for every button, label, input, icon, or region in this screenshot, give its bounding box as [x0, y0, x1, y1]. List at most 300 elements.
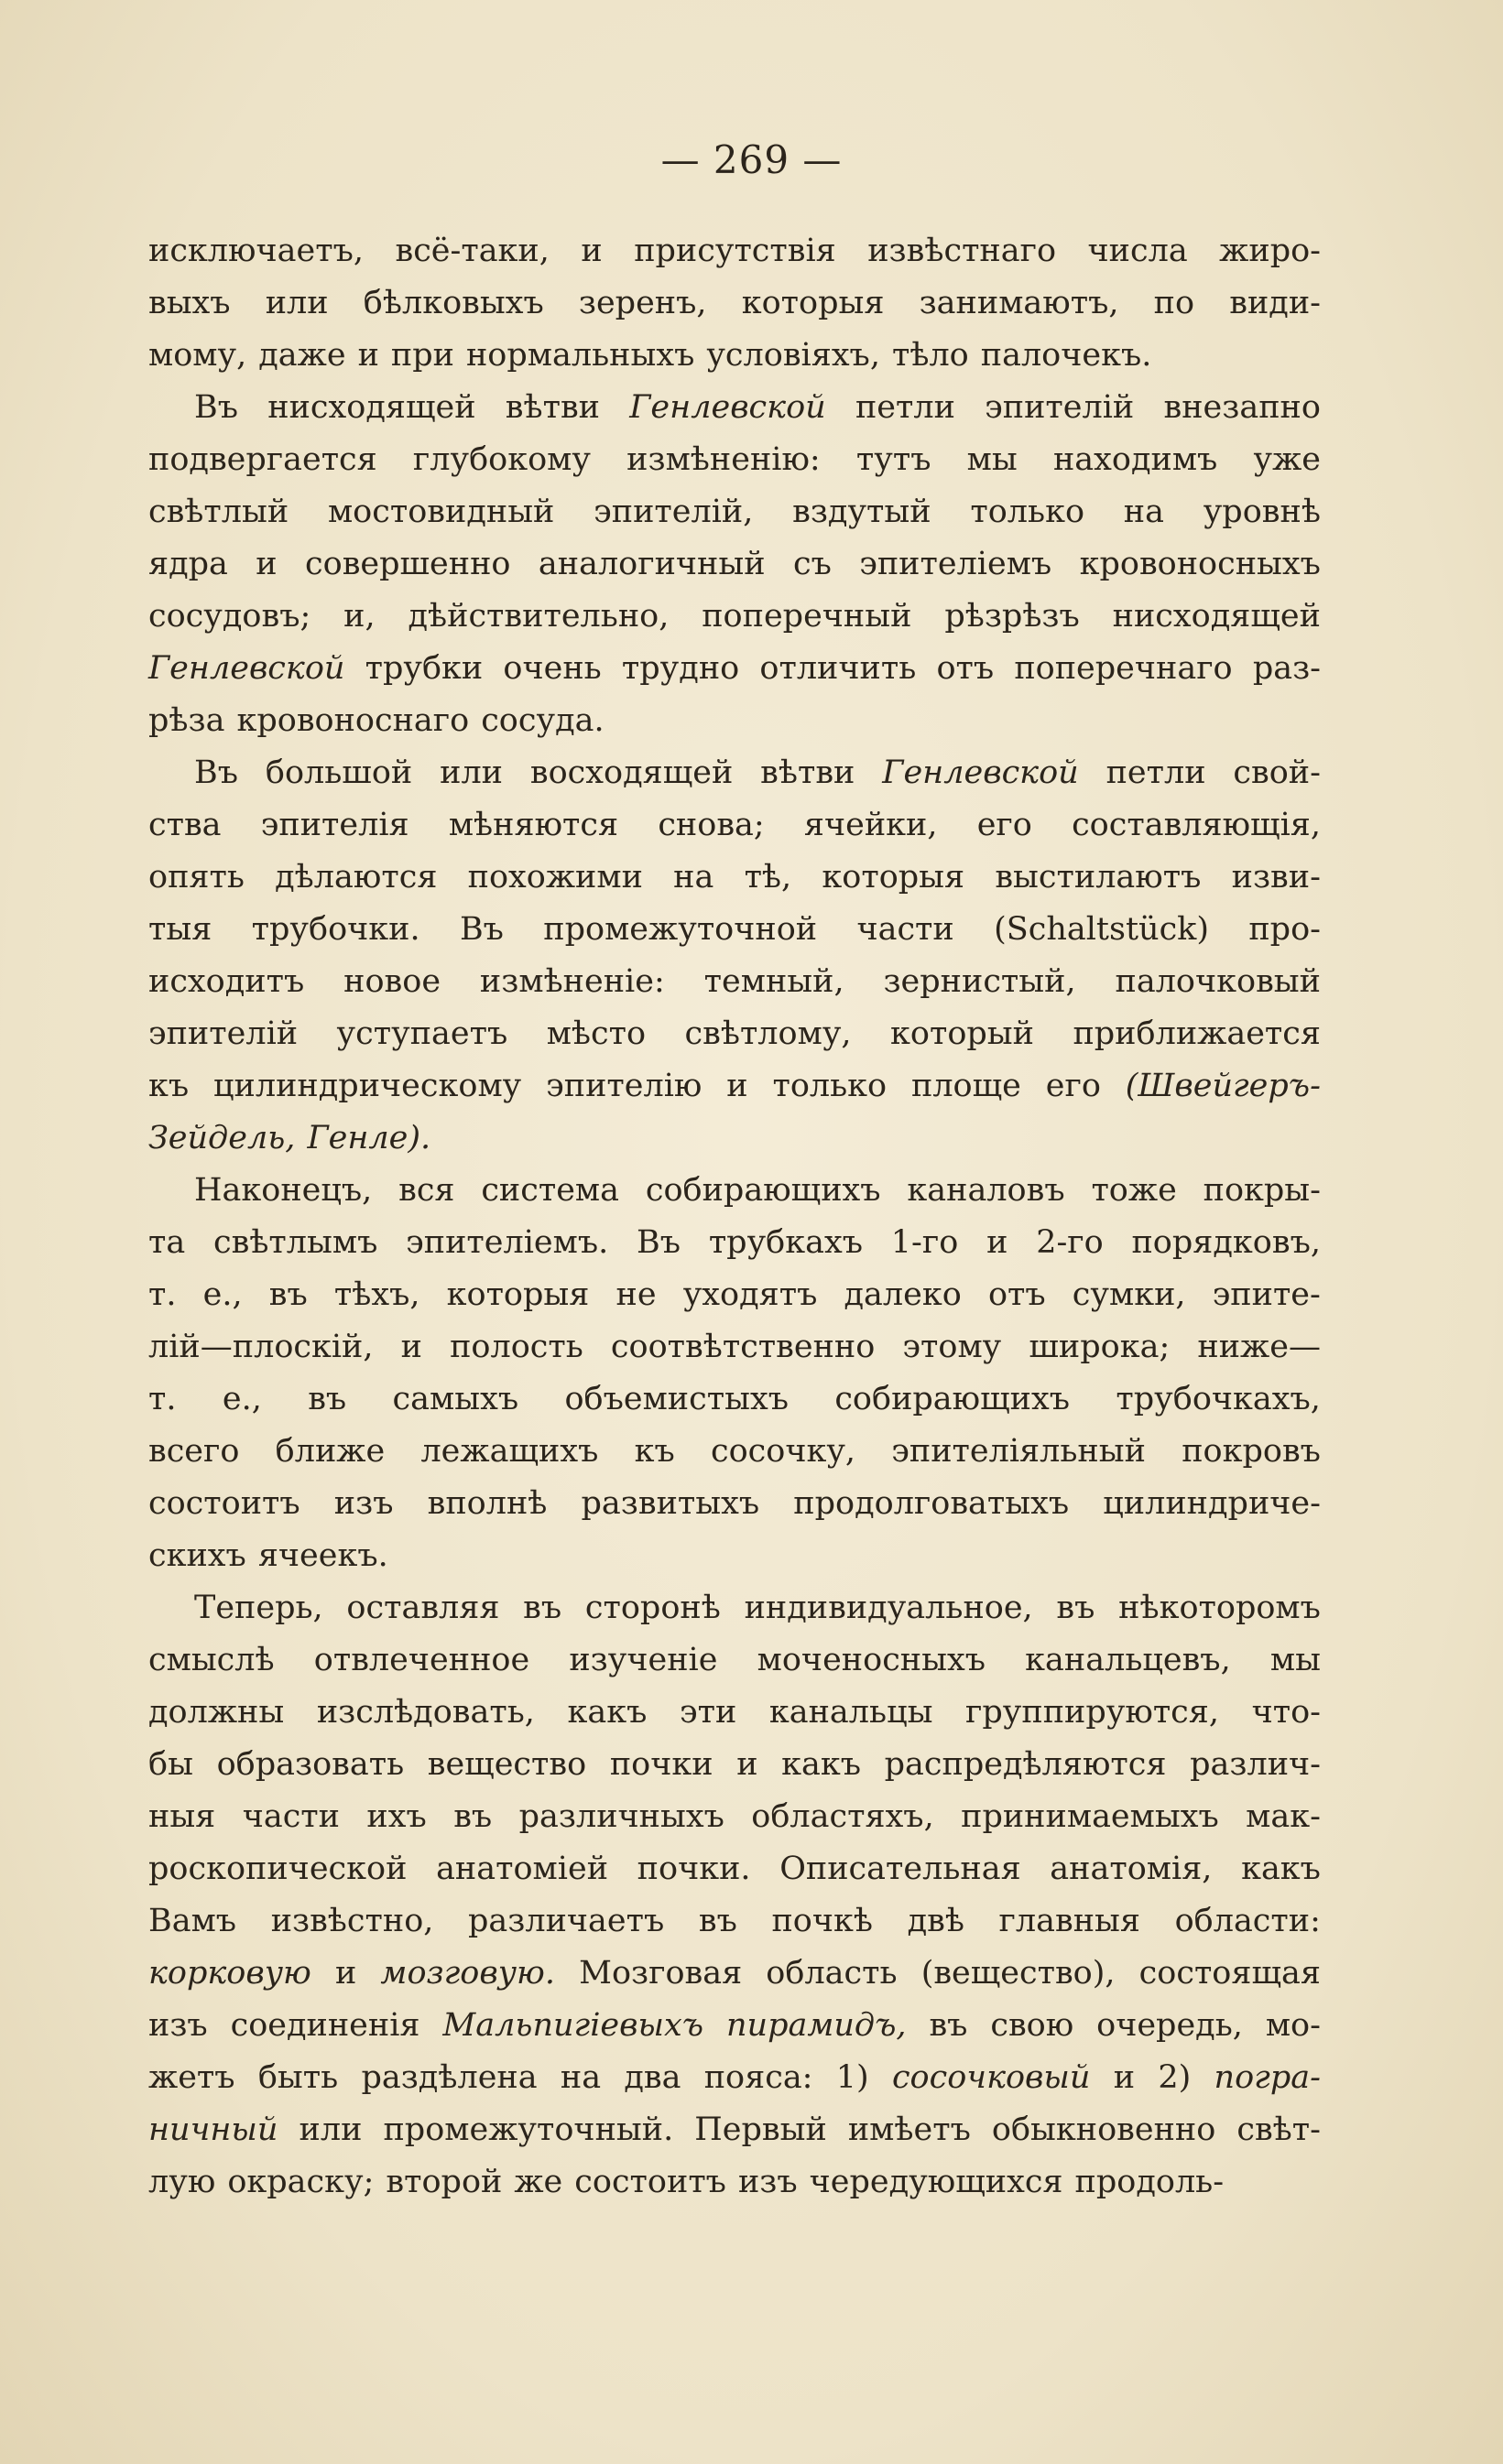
- word: почки: [609, 1746, 713, 1783]
- word: темный,: [703, 963, 844, 1000]
- word: продоль-: [1074, 2164, 1225, 2200]
- page-number: — 269 —: [660, 137, 843, 182]
- word: промежуточный.: [383, 2111, 674, 2148]
- italic-word: (Швейгеръ-: [1125, 1068, 1321, 1104]
- word: съ: [792, 546, 832, 582]
- word: и: [400, 1329, 422, 1365]
- word: 1): [835, 2059, 869, 2096]
- word: внезапно: [1163, 389, 1321, 426]
- word: и: [736, 1746, 758, 1783]
- word: эпителіяльный: [891, 1433, 1146, 1470]
- text-line: [148, 591, 1321, 643]
- word: каналовъ: [907, 1172, 1065, 1209]
- italic-word: пирамидъ,: [726, 2007, 907, 2044]
- text-line: [148, 1008, 1321, 1060]
- word: что-: [1251, 1694, 1321, 1731]
- word: изслѣдовать,: [316, 1694, 535, 1731]
- word: сторонѣ: [584, 1590, 721, 1626]
- word: покры-: [1203, 1172, 1321, 1209]
- word: цилиндриче-: [1103, 1485, 1321, 1522]
- word: большой: [265, 754, 413, 791]
- word: изученіе: [569, 1642, 718, 1678]
- text-line: [148, 747, 1321, 799]
- word: эпителіемъ: [859, 546, 1052, 582]
- word: исключаетъ,: [148, 233, 364, 269]
- word: и: [986, 1224, 1008, 1261]
- word: жетъ: [148, 2059, 235, 2096]
- word: Теперь,: [194, 1590, 323, 1626]
- word: палочекъ.: [980, 337, 1152, 374]
- word: области:: [1174, 1903, 1321, 1939]
- word: числа: [1087, 233, 1188, 269]
- word: вѣтви: [760, 754, 855, 791]
- word: въ: [268, 1276, 308, 1313]
- word: образовать: [216, 1746, 405, 1783]
- word: нормальныхъ: [465, 337, 695, 374]
- word: тѣло: [891, 337, 969, 374]
- text-line: [148, 330, 1321, 382]
- word: второй: [386, 2164, 503, 2200]
- word: Вамъ: [148, 1903, 237, 1939]
- word: отвлеченное: [313, 1642, 530, 1678]
- word: ближе: [275, 1433, 386, 1470]
- text-line: [148, 1530, 1321, 1582]
- word: эпителій: [148, 1015, 299, 1052]
- word: свой-: [1233, 754, 1321, 791]
- word: и: [256, 546, 278, 582]
- word: на: [560, 2059, 602, 2096]
- word: нисходящей: [1112, 598, 1321, 635]
- word: различныхъ: [518, 1798, 724, 1835]
- word: распредѣляются: [884, 1746, 1167, 1783]
- text-line: [148, 904, 1321, 956]
- word: въ: [453, 1798, 493, 1835]
- word: мо-: [1265, 2007, 1321, 2044]
- word: сосочку,: [710, 1433, 856, 1470]
- word: палочковый: [1115, 963, 1321, 1000]
- word: зеренъ,: [578, 285, 707, 321]
- italic-word: Генлевской: [629, 389, 826, 426]
- word: ячеекъ.: [257, 1537, 388, 1574]
- word: чередующихся: [809, 2164, 1063, 2200]
- word: лежащихъ: [420, 1433, 599, 1470]
- word: рѣзрѣзъ: [944, 598, 1080, 635]
- text-line: [148, 643, 1321, 695]
- word: вздутый: [792, 494, 931, 530]
- word: полость: [450, 1329, 583, 1365]
- word: находимъ: [1052, 441, 1218, 478]
- word: промежуточной: [543, 911, 818, 948]
- word: различаетъ: [468, 1903, 665, 1939]
- text-line: [148, 1739, 1321, 1791]
- italic-word: ничный: [148, 2111, 278, 2148]
- text-line: [148, 1687, 1321, 1739]
- italic-word: Зейдель,: [148, 1120, 296, 1156]
- word: порядковъ,: [1131, 1224, 1321, 1261]
- word: быть: [257, 2059, 339, 2096]
- word: кровоноснаго: [236, 702, 470, 739]
- word: продолговатыхъ: [793, 1485, 1070, 1522]
- word: бѣлковыхъ: [363, 285, 544, 321]
- word: очень: [503, 650, 602, 687]
- text-line: [148, 1791, 1321, 1843]
- word: ихъ: [366, 1798, 427, 1835]
- text-line: [148, 956, 1321, 1008]
- word: Въ: [459, 911, 504, 948]
- word: присутствія: [634, 233, 836, 269]
- word: или: [265, 285, 329, 321]
- word: части: [856, 911, 954, 948]
- word: (вещество),: [920, 1955, 1116, 1992]
- paragraph: [148, 1165, 1321, 1582]
- word: дѣлаются: [275, 859, 438, 896]
- word: должны: [148, 1694, 285, 1731]
- word: въ: [929, 2007, 968, 2044]
- word: ныя: [148, 1798, 216, 1835]
- word: соединенія: [230, 2007, 420, 2044]
- word: Въ: [194, 754, 238, 791]
- text-line: [148, 2000, 1321, 2052]
- italic-word: Мальпигіевыхъ: [442, 2007, 704, 2044]
- word: эпителіемъ.: [406, 1224, 609, 1261]
- word: изъ: [333, 1485, 394, 1522]
- paragraph: [148, 1582, 1321, 2209]
- italic-word: мозговую.: [380, 1955, 555, 1992]
- word: мы: [1269, 1642, 1321, 1678]
- word: какъ: [567, 1694, 648, 1731]
- word: свѣтлому,: [684, 1015, 852, 1052]
- text-line: [148, 1373, 1321, 1426]
- word: Въ: [637, 1224, 681, 1261]
- word: исходитъ: [148, 963, 305, 1000]
- word: условіяхъ,: [706, 337, 880, 374]
- text-line: [148, 2156, 1321, 2209]
- word: почкѣ: [771, 1903, 873, 1939]
- word: извѣстнаго: [867, 233, 1057, 269]
- word: 2): [1158, 2059, 1192, 2096]
- word: изви-: [1231, 859, 1321, 896]
- word: и: [357, 337, 379, 374]
- word: самыхъ: [392, 1381, 519, 1417]
- word: е.,: [202, 1276, 243, 1313]
- word: сосуда.: [481, 702, 604, 739]
- word: эпите-: [1212, 1276, 1321, 1313]
- word: различ-: [1190, 1746, 1321, 1783]
- word: опять: [148, 859, 245, 896]
- word: мѣняются: [448, 807, 619, 843]
- word: дѣйствительно,: [408, 598, 670, 635]
- word: мы: [966, 441, 1018, 478]
- word: ядра: [148, 546, 228, 582]
- word: только: [772, 1068, 888, 1104]
- word: свѣтлый: [148, 494, 289, 530]
- text-line: [148, 1217, 1321, 1269]
- text-line: [148, 2052, 1321, 2104]
- word: моченосныхъ: [757, 1642, 986, 1678]
- text-line: [148, 852, 1321, 904]
- word: роскопической: [148, 1851, 408, 1887]
- text-line: [148, 1426, 1321, 1478]
- word: зернистый,: [883, 963, 1076, 1000]
- word: трубкахъ: [708, 1224, 863, 1261]
- text-line: [148, 1060, 1321, 1113]
- italic-word: сосочковый: [891, 2059, 1091, 2096]
- word: раз-: [1252, 650, 1321, 687]
- word: на: [1123, 494, 1164, 530]
- word: мак-: [1246, 1798, 1321, 1835]
- italic-word: Генлевской: [882, 754, 1079, 791]
- word: въ: [523, 1590, 562, 1626]
- word: который: [890, 1015, 1034, 1052]
- word: раздѣлена: [361, 2059, 538, 2096]
- text-line: [148, 1269, 1321, 1321]
- italic-word: погра-: [1214, 2059, 1321, 2096]
- word: уступаетъ: [336, 1015, 508, 1052]
- word: эпителію: [546, 1068, 702, 1104]
- word: тыя: [148, 911, 212, 948]
- word: состоящая: [1138, 1955, 1321, 1992]
- word: аналогичный: [538, 546, 766, 582]
- word: отъ: [987, 1276, 1046, 1313]
- word: покровъ: [1182, 1433, 1321, 1470]
- text-body: [148, 225, 1321, 2209]
- word: види-: [1229, 285, 1321, 321]
- word: снова;: [658, 807, 765, 843]
- word: главныя: [998, 1903, 1140, 1939]
- word: объемистыхъ: [564, 1381, 789, 1417]
- word: восходящей: [529, 754, 734, 791]
- text-line: [148, 1843, 1321, 1895]
- word: вся: [398, 1172, 455, 1209]
- word: изъ: [148, 2007, 208, 2044]
- word: выхъ: [148, 285, 231, 321]
- word: бы: [148, 1746, 193, 1783]
- word: нѣкоторомъ: [1118, 1590, 1321, 1626]
- word: и: [1113, 2059, 1136, 2096]
- word: сумки,: [1072, 1276, 1186, 1313]
- word: и: [581, 233, 603, 269]
- word: канальцевъ,: [1025, 1642, 1231, 1678]
- word: принимаемыхъ: [961, 1798, 1219, 1835]
- italic-word: Генле).: [307, 1120, 431, 1156]
- word: Наконецъ,: [194, 1172, 373, 1209]
- word: областяхъ,: [751, 1798, 934, 1835]
- word: тѣ,: [744, 859, 792, 896]
- word: скихъ: [148, 1537, 246, 1574]
- word: этому: [902, 1329, 1002, 1365]
- word: почки.: [637, 1851, 751, 1887]
- word: на: [673, 859, 714, 896]
- word: вполнѣ: [427, 1485, 548, 1522]
- word: сосудовъ;: [148, 598, 311, 635]
- word: свѣт-: [1236, 2111, 1321, 2148]
- word: составляющія,: [1072, 807, 1321, 843]
- italic-word: Генлевской: [148, 650, 345, 687]
- text-line: [148, 1634, 1321, 1687]
- paragraph: [148, 747, 1321, 1165]
- word: эти: [679, 1694, 737, 1731]
- word: далеко: [844, 1276, 962, 1313]
- word: оставляя: [346, 1590, 500, 1626]
- word: всё-таки,: [395, 233, 550, 269]
- word: 2-го: [1036, 1224, 1104, 1261]
- word: выстилаютъ: [995, 859, 1202, 896]
- word: въ: [698, 1903, 737, 1939]
- word: смыслѣ: [148, 1642, 275, 1678]
- word: изъ: [737, 2164, 798, 2200]
- word: похожими: [467, 859, 643, 896]
- word: 1-го: [890, 1224, 959, 1261]
- word: эпителій: [985, 389, 1135, 426]
- word: только: [970, 494, 1085, 530]
- word: свою: [990, 2007, 1074, 2044]
- word: два: [624, 2059, 681, 2096]
- word: анатомія,: [1050, 1851, 1213, 1887]
- text-line: [148, 382, 1321, 434]
- word: е.,: [222, 1381, 262, 1417]
- text-line: [148, 1582, 1321, 1634]
- word: совершенно: [305, 546, 511, 582]
- word: система: [481, 1172, 620, 1209]
- word: вещество: [427, 1746, 587, 1783]
- word: измѣненію:: [626, 441, 821, 478]
- text-line: [148, 486, 1321, 538]
- word: двѣ: [907, 1903, 964, 1939]
- word: индивидуальное,: [744, 1590, 1033, 1626]
- word: широка;: [1029, 1329, 1171, 1365]
- word: тутъ: [855, 441, 931, 478]
- word: не: [615, 1276, 657, 1313]
- word: т.: [148, 1276, 177, 1313]
- word: цилиндрическому: [213, 1068, 522, 1104]
- word: мостовидный: [327, 494, 555, 530]
- word: петли: [855, 389, 955, 426]
- text-line: [148, 1113, 1321, 1165]
- word: тоже: [1091, 1172, 1177, 1209]
- word: при: [390, 337, 454, 374]
- word: и,: [343, 598, 376, 635]
- text-line: [148, 1165, 1321, 1217]
- word: его: [1045, 1068, 1101, 1104]
- word: и: [726, 1068, 748, 1104]
- word: по: [1153, 285, 1195, 321]
- word: рѣза: [148, 702, 225, 739]
- word: эпителія: [260, 807, 409, 843]
- word: которыя: [822, 859, 965, 896]
- word: какъ: [781, 1746, 862, 1783]
- italic-word: корковую: [148, 1955, 311, 1992]
- word: отъ: [936, 650, 995, 687]
- word: лую: [148, 2164, 216, 2200]
- word: развитыхъ: [581, 1485, 760, 1522]
- word: и: [334, 1955, 357, 1992]
- word: эпителій,: [594, 494, 754, 530]
- word: его: [976, 807, 1032, 843]
- text-line: [148, 434, 1321, 486]
- text-line: [148, 1895, 1321, 1948]
- word: кровоносныхъ: [1079, 546, 1321, 582]
- word: къ: [634, 1433, 675, 1470]
- text-line: [148, 799, 1321, 852]
- word: къ: [148, 1068, 190, 1104]
- word: очередь,: [1096, 2007, 1243, 2044]
- word: лій—плоскій,: [148, 1329, 374, 1365]
- text-line: [148, 538, 1321, 591]
- word: Въ: [194, 389, 238, 426]
- word: нисходящей: [267, 389, 476, 426]
- word: Мозговая: [579, 1955, 743, 1992]
- word: поперечный: [702, 598, 912, 635]
- word: трубки: [365, 650, 484, 687]
- word: же: [514, 2164, 563, 2200]
- word: трубочкахъ,: [1116, 1381, 1321, 1417]
- word: уходятъ: [682, 1276, 818, 1313]
- word: вѣтви: [505, 389, 600, 426]
- word: анатоміей: [436, 1851, 609, 1887]
- word: Первый: [694, 2111, 827, 2148]
- word: отличить: [759, 650, 917, 687]
- word: которыя: [741, 285, 885, 321]
- word: какъ: [1241, 1851, 1321, 1887]
- word: приближается: [1073, 1015, 1321, 1052]
- word: поперечнаго: [1014, 650, 1233, 687]
- word: измѣненіе:: [479, 963, 665, 1000]
- paragraph: [148, 225, 1321, 382]
- word: трубочки.: [251, 911, 420, 948]
- word: которыя: [446, 1276, 590, 1313]
- word: состоитъ: [574, 2164, 726, 2200]
- text-line: [148, 695, 1321, 747]
- word: части: [242, 1798, 340, 1835]
- word: свѣтлымъ: [213, 1224, 378, 1261]
- word: ства: [148, 807, 222, 843]
- word: новое: [343, 963, 441, 1000]
- word: площе: [911, 1068, 1021, 1104]
- word: даже: [258, 337, 346, 374]
- word: ниже—: [1197, 1329, 1321, 1365]
- word: область: [766, 1955, 898, 1992]
- word: канальцы: [768, 1694, 933, 1731]
- word: мѣсто: [546, 1015, 647, 1052]
- word: извѣстно,: [270, 1903, 434, 1939]
- word: имѣетъ: [847, 2111, 971, 2148]
- text-line: [148, 1478, 1321, 1530]
- word: ячейки,: [803, 807, 938, 843]
- word: уровнѣ: [1203, 494, 1321, 530]
- word: окраску;: [227, 2164, 375, 2200]
- word: та: [148, 1224, 186, 1261]
- word: Описательная: [779, 1851, 1021, 1887]
- word: или: [440, 754, 504, 791]
- word: тѣхъ,: [333, 1276, 420, 1313]
- word: жиро-: [1219, 233, 1321, 269]
- word: въ: [308, 1381, 347, 1417]
- word: всего: [148, 1433, 240, 1470]
- word: т.: [148, 1381, 177, 1417]
- word: (Schaltstück): [994, 911, 1210, 948]
- word: занимаютъ,: [919, 285, 1119, 321]
- word: подвергается: [148, 441, 377, 478]
- word: состоитъ: [148, 1485, 300, 1522]
- word: петли: [1105, 754, 1206, 791]
- word: пояса:: [703, 2059, 813, 2096]
- word: собирающихъ: [834, 1381, 1071, 1417]
- word: обыкновенно: [991, 2111, 1216, 2148]
- word: мому,: [148, 337, 247, 374]
- text-line: [148, 277, 1321, 330]
- word: въ: [1056, 1590, 1095, 1626]
- word: соотвѣтственно: [610, 1329, 876, 1365]
